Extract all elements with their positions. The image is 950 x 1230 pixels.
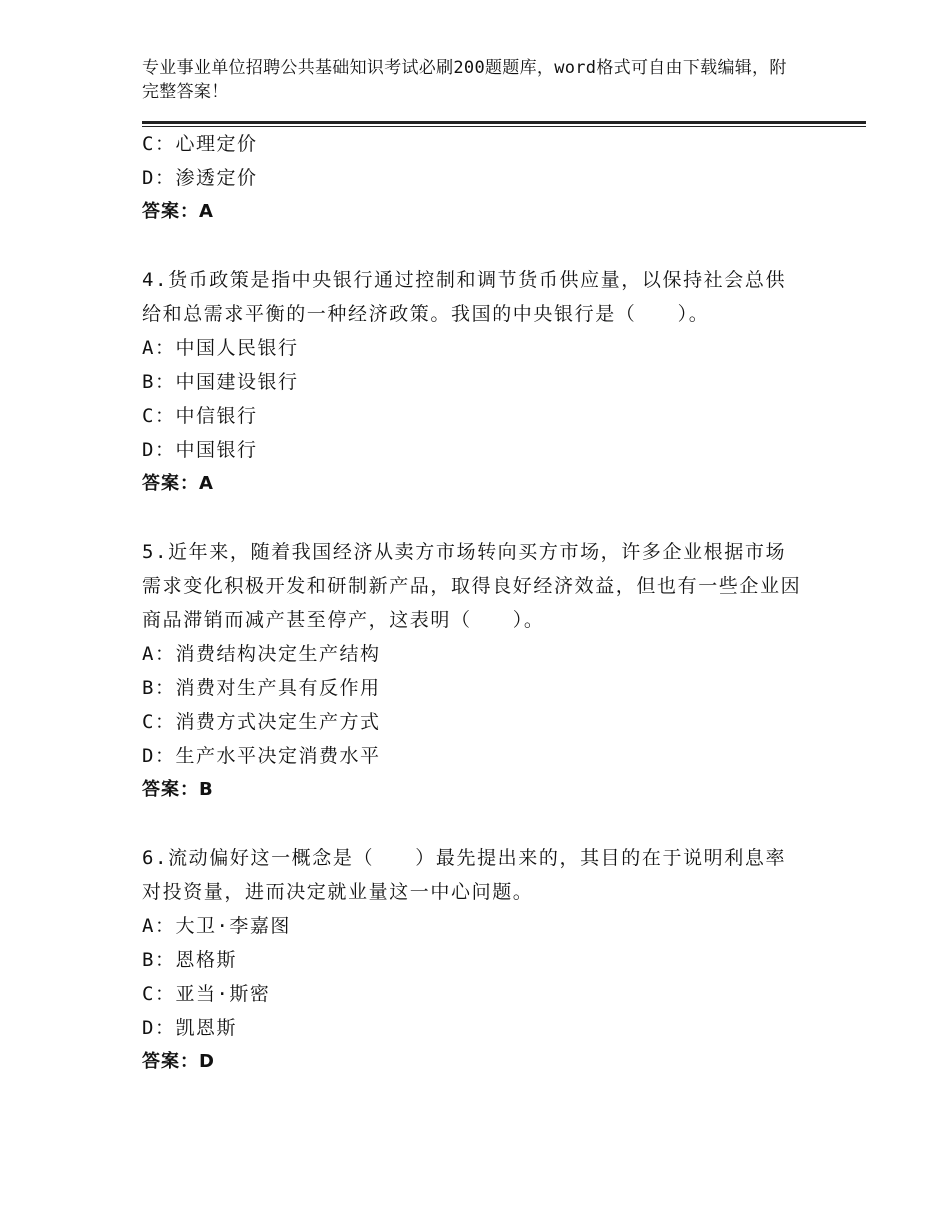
option-c: C：消费方式决定生产方式: [142, 711, 381, 733]
question-stem: 6.流动偏好这一概念是（ ）最先提出来的，其目的在于说明利息率对投资量，进而决定就业量这一中心问题。: [142, 847, 787, 903]
question-stem: 5.近年来，随着我国经济从卖方市场转向买方市场，许多企业根据市场需求变化积极开发和研制新产品，取得良好经济效益，但也有一些企业因商品滞销而减产甚至停产，这表明（ ）。: [142, 541, 802, 631]
option-b: B：消费对生产具有反作用: [142, 677, 381, 699]
option-b: B：中国建设银行: [142, 371, 299, 393]
option-d: D：生产水平决定消费水平: [142, 745, 381, 767]
answer-label: 答案：D: [142, 1051, 215, 1072]
header-rule-thick: [142, 121, 866, 124]
option-a: A：中国人民银行: [142, 337, 299, 359]
spacer: [142, 807, 802, 841]
option-c: C：中信银行: [142, 405, 258, 427]
option-d: D：凯恩斯: [142, 1017, 237, 1039]
option-a: A：消费结构决定生产结构: [142, 643, 381, 665]
spacer: [142, 501, 802, 535]
page-header: [142, 56, 802, 104]
option-d: D：渗透定价: [142, 167, 258, 189]
option-c: C：心理定价: [142, 133, 258, 155]
question-6: [142, 841, 802, 1079]
spacer: [142, 229, 802, 263]
question-3-continued: [142, 127, 802, 229]
option-b: B：恩格斯: [142, 949, 237, 971]
answer-label: 答案：A: [142, 201, 214, 222]
header-text: 专业事业单位招聘公共基础知识考试必刷200题题库，word格式可自由下载编辑，附完整答案！: [142, 58, 787, 102]
question-stem: 4.货币政策是指中央银行通过控制和调节货币供应量，以保持社会总供给和总需求平衡的一种经济政策。我国的中央银行是（ ）。: [142, 269, 787, 325]
question-5: [142, 535, 802, 807]
answer-label: 答案：A: [142, 473, 214, 494]
option-c: C：亚当·斯密: [142, 983, 271, 1005]
answer-label: 答案：B: [142, 779, 214, 800]
option-a: A：大卫·李嘉图: [142, 915, 291, 937]
question-list: [142, 127, 802, 1079]
option-d: D：中国银行: [142, 439, 258, 461]
question-4: [142, 263, 802, 501]
